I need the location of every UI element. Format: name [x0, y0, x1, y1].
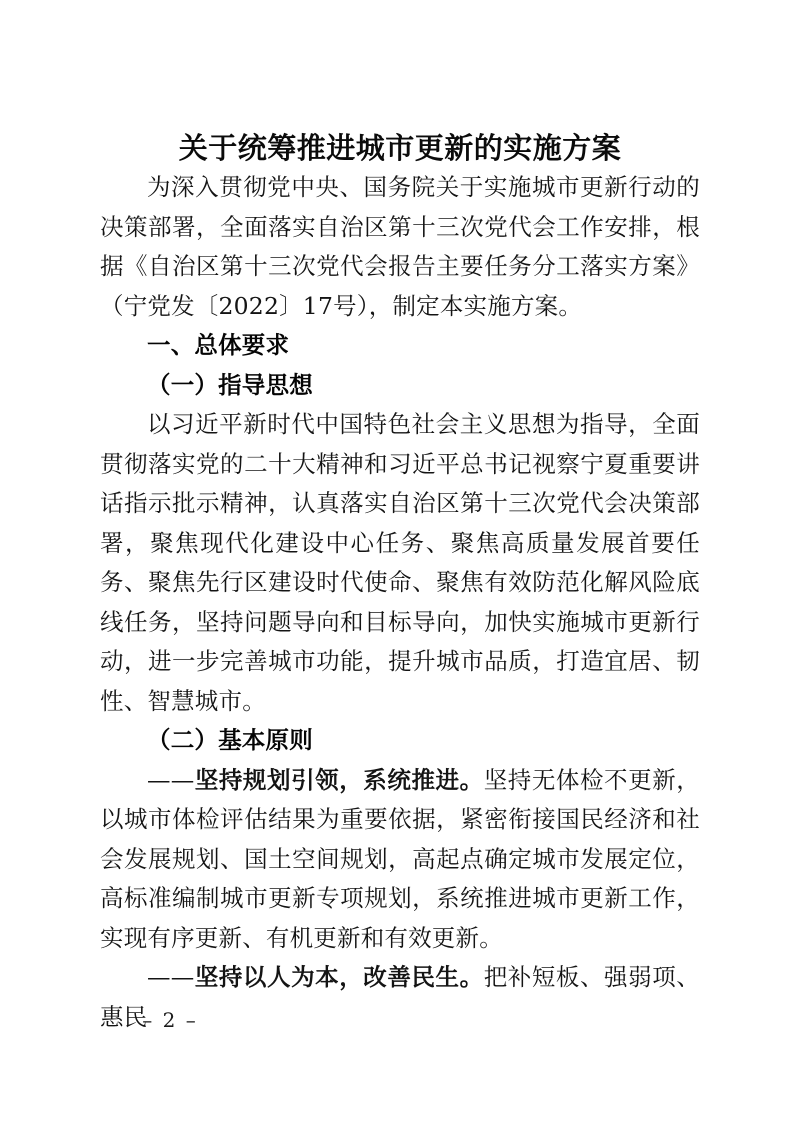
heading-guiding-thought: （一）指导思想 [147, 370, 313, 399]
document-body [100, 0, 700, 1037]
heading-overall-requirements: 一、总体要求 [147, 331, 290, 359]
principle-body-planning-led: 坚持无体检不更新，以城市体检评估结果为重要依据，紧密衔接国民经济和社会发展规划、国土空间规划，高起点确定城市发展定位，高标准编制城市更新专项规划，系统推进城市更新工作，实现有序更新、有机更新和有效更新。 [100, 765, 700, 952]
paragraph-principle-planning-led [100, 761, 700, 959]
paragraph-guiding-thought: 以习近平新时代中国特色社会主义思想为指导，全面贯彻落实党的二十大精神和习近平总书记视察宁夏重要讲话指示批示精神，认真落实自治区第十三次党代会决策部署，聚焦现代化建设中心任务、聚焦高质量发展首要任务、聚焦先行区建设时代使命、聚焦有效防范化解风险底线任务，坚持问题导向和目标导向，加快实施城市更新行动，进一步完善城市功能，提升城市品质，打造宜居、韧性、智慧城市。 [100, 410, 700, 715]
heading-basic-principles: （二）基本原则 [147, 726, 313, 754]
principle-lead-planning-led: 坚持规划引领，系统推进。 [194, 765, 484, 794]
paragraph-intro: 为深入贯彻党中央、国务院关于实施城市更新行动的决策部署，全面落实自治区第十三次党代会工作安排，根据《自治区第十三次党代会报告主要任务分工落实方案》（宁党发〔2022〕17号），制定本实施方案。 [100, 173, 700, 320]
principle-lead-people-oriented: 坚持以人为本，改善民生。 [194, 963, 484, 991]
principle-dash-marker: —— [147, 765, 195, 794]
principle-body-people-oriented: 把补短板、强弱项、惠民 [100, 963, 700, 1031]
page-title: 关于统筹推进城市更新的实施方案 [178, 131, 622, 165]
principle-dash-marker-2: —— [147, 963, 195, 991]
page-number: – 2 – [142, 1008, 198, 1032]
